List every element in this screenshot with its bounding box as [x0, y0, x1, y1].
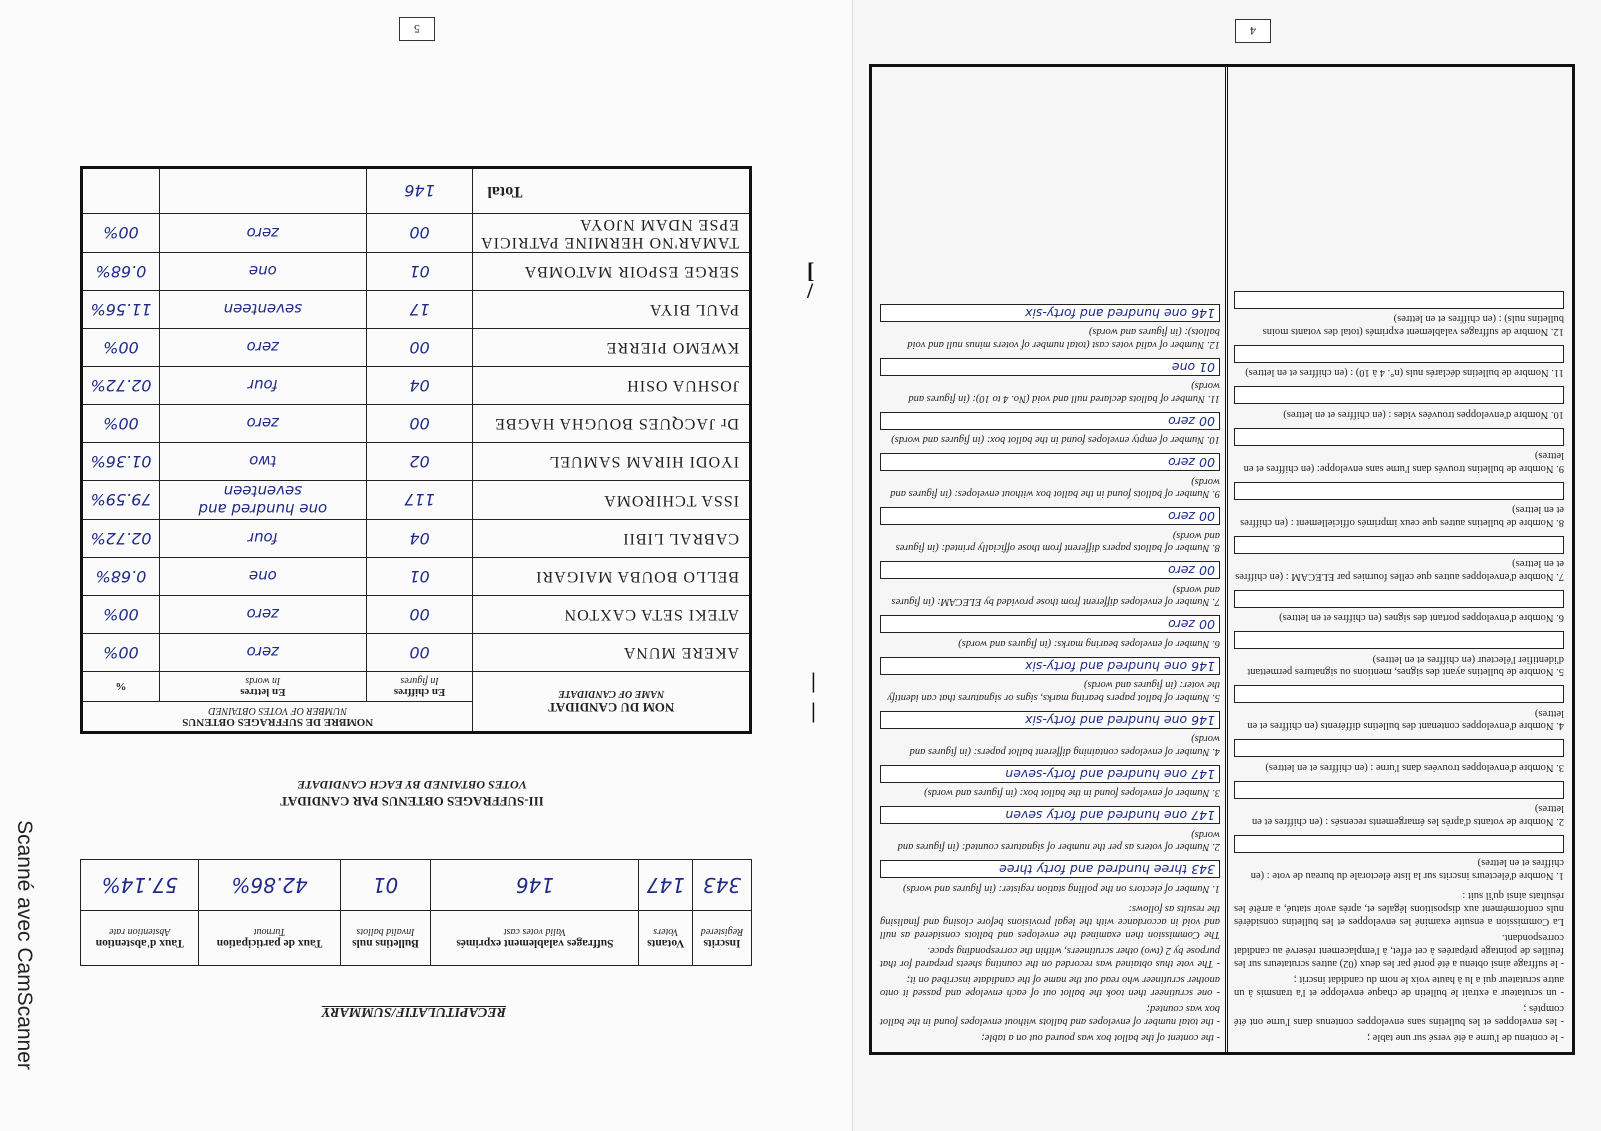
value-valid-votes: 146	[431, 860, 639, 911]
value-turnout: 42.86%	[199, 860, 340, 911]
intro-paragraph: - le suffrage ainsi obtenu a été porté par les deux (02) autres scrutateurs sur les feuilles de pointage préparées à cet effet, à l'emplacement réservé au candidat correspondant.	[1234, 932, 1564, 969]
answer-field[interactable]	[1234, 428, 1564, 446]
candidate-votes-words: one	[160, 558, 367, 596]
intro-paragraph: La Commission a ensuite examiné les enveloppes et les bulletins considérés nuls conformément aux dispositions légales et, après avoir statué, a arrêté les résultats ainsi qu'il suit :	[1234, 890, 1564, 927]
candidate-percent: 02.72%	[82, 367, 160, 405]
margin-mark: [	[807, 258, 815, 283]
intro-paragraph: - le contenu de l'urne a été versé sur une table ;	[1367, 1032, 1564, 1043]
answer-field[interactable]: 147 one hundred and forty-seven	[880, 765, 1220, 783]
form-item	[1234, 835, 1564, 881]
form-item	[1234, 590, 1564, 624]
candidate-name: TAMAR'NO HERMINE PATRICIA EPSE NDAM NJOYA	[473, 214, 751, 253]
candidate-votes-figures: 04	[366, 367, 473, 405]
form-item	[880, 454, 1220, 500]
answer-field[interactable]	[1234, 781, 1564, 799]
form-item	[1234, 740, 1564, 774]
form-item	[1234, 291, 1564, 337]
form-item-label: 9. Nombre de bulletins trouvés dans l'urne sans enveloppe: (en chiffres et en lettres)	[1243, 450, 1564, 474]
candidate-name: AKERE MUNA	[473, 634, 751, 672]
candidate-row	[82, 253, 751, 291]
value-abstention: 57.14%	[81, 860, 199, 911]
header-abstention: Taux d'abstention Abstention rate	[81, 911, 199, 966]
answer-field[interactable]	[1234, 740, 1564, 758]
candidate-percent: 00%	[82, 329, 160, 367]
form-item-label: 12. Nombre de suffrages valablement exprimés (total des votants moins bulletins nuls) : (en chiffres et en lettres)	[1262, 313, 1564, 337]
candidate-votes-words: zero	[160, 405, 367, 443]
candidate-votes-words: four	[160, 520, 367, 558]
header-registered: Inscrits Registered	[693, 911, 752, 966]
candidate-row	[82, 634, 751, 672]
answer-field[interactable]	[1234, 291, 1564, 309]
candidate-votes-figures: 02	[366, 443, 473, 481]
french-column	[1234, 75, 1564, 1044]
form-item	[1234, 345, 1564, 379]
value-voters: 147	[639, 860, 693, 911]
answer-field[interactable]: 146 one hundred and forty-six	[880, 657, 1220, 675]
form-item-label: 8. Number of ballots papers different from those officially printed: (in figures and words)	[895, 530, 1220, 554]
form-item	[880, 358, 1220, 404]
english-items	[880, 304, 1220, 894]
form-item	[1234, 387, 1564, 421]
candidate-percent: 00%	[82, 596, 160, 634]
value-invalid-ballots: 01	[340, 860, 431, 911]
right-page-content	[853, 0, 1601, 1131]
candidate-name: ATEKI SETA CAXTON	[473, 596, 751, 634]
form-item-label: 11. Number of ballots declared null and void (No. 4 to 10): (in figures and words)	[908, 380, 1220, 404]
candidate-votes-words: two	[160, 443, 367, 481]
margin-mark: |	[811, 668, 816, 693]
candidate-votes-words: seventeen	[160, 291, 367, 329]
candidate-votes-figures: 00	[366, 405, 473, 443]
candidate-row	[82, 558, 751, 596]
form-item-label: 2. Nombre de votants d'après les émargements recensés : (en chiffres et en lettres)	[1251, 803, 1564, 827]
form-item	[1234, 482, 1564, 528]
header-turnout: Taux de participation Turnout	[199, 911, 340, 966]
candidate-name: IYODI HIRAM SAMUEL	[473, 443, 751, 481]
answer-field[interactable]	[1234, 686, 1564, 704]
answer-field[interactable]: 00 zero	[880, 454, 1220, 472]
answer-field[interactable]	[1234, 482, 1564, 500]
candidate-name: PAUL BIYA	[473, 291, 751, 329]
candidate-votes-words: four	[160, 367, 367, 405]
candidate-percent: 02.72%	[82, 520, 160, 558]
form-item-label: 3. Number of envelopes found in the ballot box: (in figures and words)	[924, 787, 1220, 799]
summary-title: RECAPITULATIF/SUMMARY	[321, 1004, 507, 1019]
col-candidate-name: NOM DU CANDIDAT NAME OF CANDIDATE	[473, 672, 751, 733]
form-item	[880, 508, 1220, 554]
form-item-label: 10. Nombre d'enveloppes trouvées vides : (en chiffres et en lettres)	[1283, 409, 1564, 420]
candidate-percent: 00%	[82, 405, 160, 443]
candidate-row	[82, 481, 751, 520]
candidate-row	[82, 596, 751, 634]
answer-field[interactable]: 00 zero	[880, 508, 1220, 526]
form-item-label: 10. Number of empty envelopes found in the ballot box: (in figures and words)	[891, 434, 1220, 446]
candidate-votes-figures: 01	[366, 253, 473, 291]
form-item-label: 8. Nombre de bulletins autres que ceux imprimés officiellement : (en chiffres et en lettres)	[1240, 504, 1564, 528]
candidate-name: ISSA TCHIROMA	[473, 481, 751, 520]
total-label: Total	[473, 168, 751, 214]
french-items	[1234, 291, 1564, 881]
form-item	[880, 657, 1220, 703]
scanner-watermark: Scanné avec CamScanner	[13, 820, 36, 1070]
candidate-votes-figures: 00	[366, 329, 473, 367]
form-item-label: 4. Number of envelopes containing different ballot papers: (in figures and words)	[909, 733, 1220, 757]
form-item-label: 5. Nombre de bulletins ayant des signes, mentions ou signatures permettant d'identifier l'électeur (en chiffres et en lettres)	[1247, 654, 1564, 678]
candidate-name: KWEMO PIERRE	[473, 329, 751, 367]
answer-field[interactable]: 01 one	[880, 358, 1220, 376]
english-intro	[880, 902, 1220, 1044]
page-number: 4	[1235, 19, 1271, 43]
form-item	[1234, 632, 1564, 678]
form-item-label: 9. Number of ballots found in the ballot box without envelopes: (in figures and words)	[890, 476, 1220, 500]
answer-field[interactable]	[1234, 590, 1564, 608]
form-item	[1234, 781, 1564, 827]
col-words: En lettres In words	[160, 672, 367, 702]
form-item-label: 7. Number of envelopes different from those provided by ELECAM: (in figures and words)	[891, 584, 1220, 608]
candidate-name: CABRAL LIBII	[473, 520, 751, 558]
candidate-votes-words: zero	[160, 214, 367, 253]
candidate-percent: 01.36%	[82, 443, 160, 481]
form-item	[880, 304, 1220, 350]
form-item	[880, 765, 1220, 799]
intro-paragraph: - les enveloppes et les bulletins sans enveloppes contenus dans l'urne ont été comptés ;	[1234, 1003, 1564, 1027]
right-page	[807, 0, 1601, 1131]
candidate-row	[82, 367, 751, 405]
form-item	[880, 711, 1220, 757]
form-item-label: 5. Number of ballot papers bearing marks, signs or signatures that can identify the voter: (in figures and words)	[887, 679, 1220, 703]
candidate-votes-words: zero	[160, 329, 367, 367]
candidate-votes-words: zero	[160, 596, 367, 634]
answer-field[interactable]: 146 one hundred and forty-six	[880, 304, 1220, 322]
form-item	[880, 861, 1220, 895]
candidate-votes-figures: 17	[366, 291, 473, 329]
form-item-label: 1. Number of electors on the polling station register: (in figures and words)	[902, 883, 1220, 894]
intro-paragraph: The Commission then examined the envelopes and ballots considered as null and void in accordance with the legal provisions before closing and finalising the results as follows:	[880, 903, 1220, 940]
answer-field[interactable]: 00 zero	[880, 562, 1220, 580]
candidates-rows	[82, 214, 751, 672]
margin-mark: /	[807, 278, 814, 303]
candidates-table	[80, 166, 752, 734]
form-item	[880, 616, 1220, 650]
french-intro	[1234, 889, 1564, 1044]
total-figures: 146	[366, 168, 473, 214]
intro-paragraph: - un scrutateur a extrait le bulletin de chaque enveloppe et l'a transmis à un autre scrutateur qui a lu à haute voix le nom du candidat inscrit ;	[1234, 974, 1564, 998]
form-item-label: 6. Nombre d'enveloppes portant des signes (en chiffres et en lettres)	[1279, 612, 1564, 624]
candidate-votes-words: zero	[160, 634, 367, 672]
form-item-label: 3. Nombre d'enveloppes trouvées dans l'urne : (en chiffres et en lettres)	[1265, 762, 1564, 773]
form-item	[880, 562, 1220, 608]
header-voters: Votants Voters	[639, 911, 693, 966]
candidate-name: SERGE ESPOIR MATOMBA	[473, 253, 751, 291]
candidate-percent: 0.68%	[82, 558, 160, 596]
candidate-row	[82, 329, 751, 367]
candidate-name: BELLO BOUBA MAIGARI	[473, 558, 751, 596]
candidate-votes-figures: 117	[366, 481, 473, 520]
candidate-votes-figures: 01	[366, 558, 473, 596]
candidate-name: JOSHUA OSIH	[473, 367, 751, 405]
candidate-name: Dr JACQUES BOUGHA HAGBE	[473, 405, 751, 443]
candidate-votes-figures: 00	[366, 214, 473, 253]
english-column	[880, 75, 1220, 1044]
answer-field[interactable]	[1234, 387, 1564, 405]
summary-table	[80, 859, 752, 966]
form-item	[1234, 428, 1564, 474]
candidate-percent: 11.56%	[82, 291, 160, 329]
intro-paragraph: - the total number of envelopes and ballots without envelopes found in the ballot box was counted;	[880, 1003, 1220, 1027]
answer-field[interactable]	[1234, 345, 1564, 363]
col-votes-obtained: NOMBRE DE SUFFRAGES OBTENUS NUMBER OF VOTES OBTAINED	[82, 702, 473, 733]
intro-paragraph: - one scrutineer then took the ballot out of each envelope and passed it onto another scrutineer who read out the name of the candidate inscribed on it;	[880, 974, 1220, 998]
candidate-row	[82, 405, 751, 443]
candidate-row	[82, 214, 751, 253]
form-item-label: 12. Number of valid votes cast (total number of voters minus null and void ballots): (in figures and words)	[907, 326, 1220, 350]
header-invalid-ballots: Bulletins nuls Invalid ballots	[340, 911, 431, 966]
form-item-label: 6. Number of envelopes bearing marks: (in figures and words)	[958, 638, 1220, 649]
form-item	[880, 807, 1220, 853]
candidate-percent: 00%	[82, 214, 160, 253]
total-percent	[82, 168, 160, 214]
answer-field[interactable]: 146 one hundred and forty-six	[880, 711, 1220, 729]
candidate-row	[82, 291, 751, 329]
answer-field[interactable]: 343 three hundred and forty three	[880, 861, 1220, 879]
candidate-votes-figures: 00	[366, 596, 473, 634]
answer-field[interactable]: 00 zero	[880, 412, 1220, 430]
column-divider	[1225, 67, 1228, 1052]
form-item	[1234, 686, 1564, 732]
total-words	[160, 168, 367, 214]
value-registered: 343	[693, 860, 752, 911]
candidate-votes-figures: 00	[366, 634, 473, 672]
form-item-label: 7. Nombre d'enveloppes autres que celles fournies par ELECAM : (en chiffres et en lettres)	[1235, 558, 1564, 582]
col-figures: En chiffres In figures	[366, 672, 473, 702]
header-valid-votes: Suffrages valablement exprimés Valid votes cast	[431, 911, 639, 966]
intro-paragraph: - the content of the ballot box was poured out on a table;	[981, 1032, 1220, 1043]
form-item	[880, 412, 1220, 446]
candidate-votes-figures: 04	[366, 520, 473, 558]
answer-field[interactable]	[1234, 835, 1564, 853]
answer-field[interactable]	[1234, 536, 1564, 554]
margin-mark: |	[811, 698, 816, 723]
candidate-votes-words: one hundred and seventeen	[160, 481, 367, 520]
answer-field[interactable]: 147 one hundred and forty seven	[880, 807, 1220, 825]
answer-field[interactable]	[1234, 632, 1564, 650]
candidate-row	[82, 520, 751, 558]
intro-paragraph: - The vote thus obtained was recorded on the counting sheets prepared for that purpose by 2 (two) other scrutineers, within the corresponding space.	[880, 945, 1220, 969]
results-form	[869, 64, 1575, 1055]
candidate-percent: 00%	[82, 634, 160, 672]
form-item-label: 11. Nombre de bulletins déclarés nuls (n°. 4 à 10) : (en chiffres et en lettres)	[1245, 367, 1564, 379]
form-item	[1234, 536, 1564, 582]
candidates-section-title: III-SUFFRAGES OBTENUS PAR CANDIDAT VOTES OBTAINED BY EACH CANDIDATE	[280, 778, 544, 809]
form-item-label: 1. Nombre d'électeurs inscrits sur la liste électorale du bureau de vote : (en chiffres et en lettres)	[1250, 857, 1564, 881]
candidate-votes-words: one	[160, 253, 367, 291]
form-item-label: 2. Number of voters as per the number of signatures counted: (in figures and words)	[897, 829, 1220, 853]
candidate-percent: 0.68%	[82, 253, 160, 291]
col-percent: %	[82, 672, 160, 702]
candidate-percent: 79.59%	[82, 481, 160, 520]
page-number: 5	[399, 17, 435, 41]
answer-field[interactable]: 00 zero	[880, 616, 1220, 634]
candidate-row	[82, 443, 751, 481]
form-item-label: 4. Nombre d'enveloppes contenant des bulletins différents (en chiffres et en lettres)	[1247, 708, 1564, 732]
